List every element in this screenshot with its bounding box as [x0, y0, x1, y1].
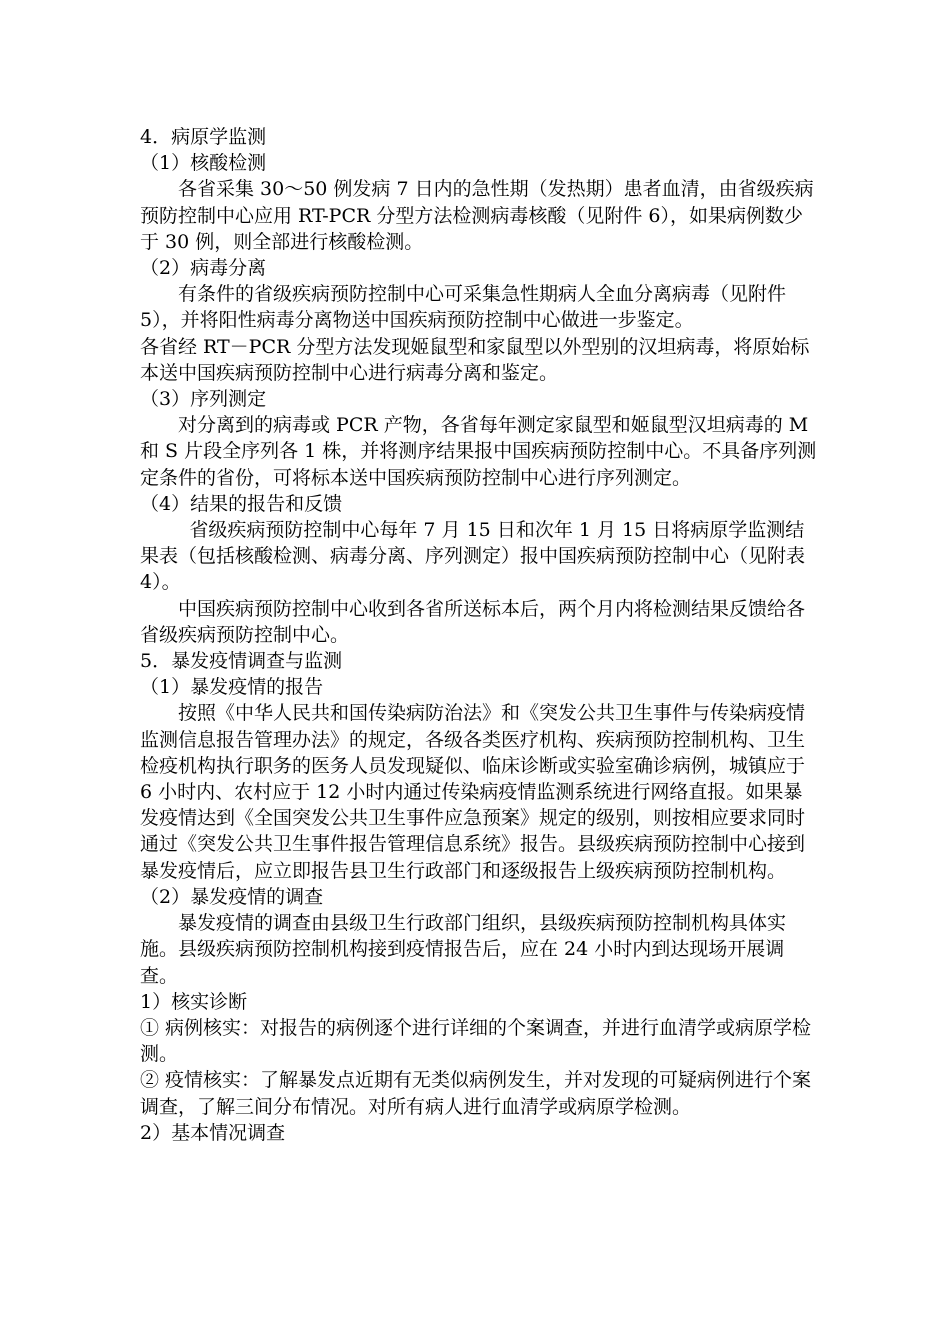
paragraph-reporting-schedule: 省级疾病预防控制中心每年 7 月 15 日和次年 1 月 15 日将病原学监测结果表（包括核酸检测、病毒分离、序列测定）报中国疾病预防控制中心（见附表 4）。: [140, 519, 812, 594]
section-heading-pathogen-monitoring: 4．病原学监测: [140, 126, 267, 148]
list-heading-basic-survey: 2）基本情况调查: [140, 1121, 286, 1144]
paragraph-outbreak-report: 按照《中华人民共和国传染病防治法》和《突发公共卫生事件与传染病疫情监测信息报告管理办法》的规定，各级各类医疗机构、疾病预防控制机构、卫生检疫机构执行职务的医务人员发现疑似、临床诊断或实验室确诊病例，城镇应于 6 小时内、农村应于 12 小时内通过传染病疫情监测系统进行网络直报。如果暴发疫情达到《全国突发公共卫生事件应急预案》规定的级别，则按相应要求同时通过《突发公共卫生事件报告管理信息系统》报告。县级疾病预防控制中心接到暴发疫情后，应立即报告县卫生行政部门和逐级报告上级疾病预防控制机构。: [140, 702, 812, 882]
subsection-heading-sequencing: （3）序列测定: [140, 388, 267, 411]
list-item-case-verification: ① 病例核实：对报告的病例逐个进行详细的个案调查，并进行血清学或病原学检测。: [140, 1016, 812, 1066]
paragraph-nucleic-acid-test: 各省采集 30～50 例发病 7 日内的急性期（发热期）患者血清，由省级疾病预防控制中心应用 RT-PCR 分型方法检测病毒核酸（见附件 6），如果病例数少于 30 例，则全部进行核酸检测。: [140, 178, 814, 253]
subsection-heading-outbreak-report: （1）暴发疫情的报告: [140, 676, 324, 699]
section-heading-outbreak-investigation: 5．暴发疫情调查与监测: [140, 650, 343, 673]
subsection-heading-virus-isolation: （2）病毒分离: [140, 257, 267, 280]
subsection-heading-nucleic-acid-test: （1）核酸检测: [140, 152, 267, 175]
list-item-epidemic-verification: ② 疫情核实：了解暴发点近期有无类似病例发生，并对发现的可疑病例进行个案调查，了解三间分布情况。对所有病人进行血清学或病原学检测。: [140, 1069, 812, 1118]
subsection-heading-outbreak-survey: （2）暴发疫情的调查: [140, 885, 324, 908]
subsection-heading-reporting-feedback: （4）结果的报告和反馈: [140, 492, 343, 515]
paragraph-feedback: 中国疾病预防控制中心收到各省所送标本后，两个月内将检测结果反馈给各省级疾病预防控制中心。: [140, 597, 806, 646]
paragraph-virus-isolation: 有条件的省级疾病预防控制中心可采集急性期病人全血分离病毒（见附件 5），并将阳性病毒分离物送中国疾病预防控制中心做进一步鉴定。: [140, 283, 793, 332]
paragraph-hantavirus-other-types: 各省经 RT－PCR 分型方法发现姬鼠型和家鼠型以外型别的汉坦病毒，将原始标本送中国疾病预防控制中心进行病毒分离和鉴定。: [140, 335, 810, 384]
list-heading-verify-diagnosis: 1）核实诊断: [140, 990, 248, 1013]
paragraph-sequencing: 对分离到的病毒或 PCR 产物，各省每年测定家鼠型和姬鼠型汉坦病毒的 M 和 S 片段全序列各 1 株，并将测序结果报中国疾病预防控制中心。不具备序列测定条件的省份，可将标本送中国疾病预防控制中心进行序列测定。: [140, 414, 817, 489]
document-body: [140, 124, 820, 1146]
paragraph-outbreak-survey: 暴发疫情的调查由县级卫生行政部门组织，县级疾病预防控制机构具体实施。县级疾病预防控制机构接到疫情报告后，应在 24 小时内到达现场开展调查。: [140, 912, 787, 987]
